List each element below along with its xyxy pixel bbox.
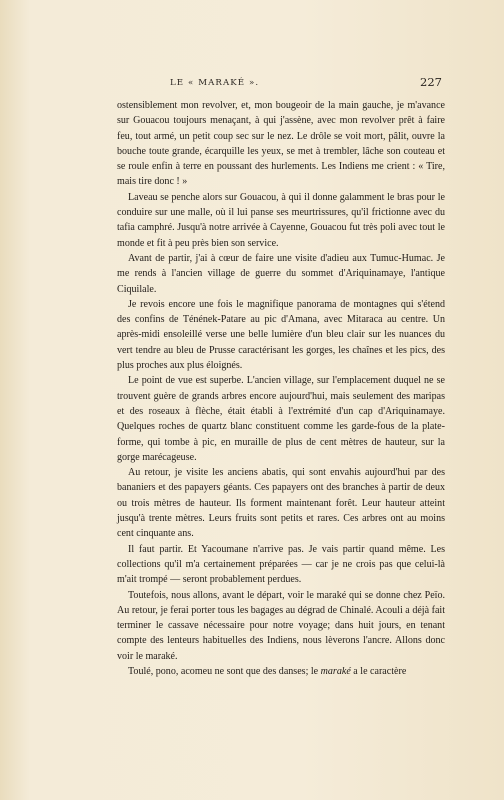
paragraph-9-end: a le caractère <box>350 665 407 677</box>
page-header <box>112 75 442 92</box>
paragraph-1: ostensiblement mon revolver, et, mon bougeoir de la main gauche, je m'avance sur Gouacou toujours menaçant, à qui j'assène, avec mon revolver prêt à faire feu, tout armé, un petit coup sec sur le nez. Le drôle se voit mort, pâlit, ouvre la bouche toute grande, écarquille les yeux, se met à trembler, lâche son couteau et se roule enfin à terre en poussant des hurlements. Les Indiens me crient : « Tire, mais tire donc ! » <box>117 100 445 188</box>
running-head: LE « MARAKÉ ». <box>170 78 260 88</box>
paragraph-6: Au retour, je visite les anciens abatis, qui sont envahis aujourd'hui par des bananiers et des papayers géants. Ces papayers ont des branches à partir de deux ou trois mètres de hauteur. Ils forment maintenant forêt. Leur hauteur atteint jusqu'à trente mètres. Leurs fruits sont petits et rares. Ces arbres ont au moins cent cinquante ans. <box>117 467 445 540</box>
paragraph-7: Il faut partir. Et Yacoumane n'arrive pas. Je vais partir quand même. Les collections qu'il m'a certainement préparées — car je ne crois pas que celui-là m'ait trompé — seront probablement perdues. <box>117 543 445 586</box>
paragraph-5: Le point de vue est superbe. L'ancien village, sur l'emplacement duquel ne se trouvent guère de grands arbres encore aujourd'hui, mais seulement des maripas et des roseaux à flèche, était établi à l'extrémité d'un cap d'Ariquinamaye. Quelques roches de quartz blanc constituent comme les garde-fous de la plate-forme, qui tombe à pic, en muraille de plus de cent mètres de hauteur, sur la gorge marécageuse. <box>117 375 445 463</box>
body-text <box>117 98 445 679</box>
paragraph-3: Avant de partir, j'ai à cœur de faire une visite d'adieu aux Tumuc-Humac. Je me rends à l'ancien village de guerre du sommet d'Ariquinamaye, l'antique Ciquilale. <box>117 252 445 295</box>
paragraph-2: Laveau se penche alors sur Gouacou, à qui il donne galamment le bras pour le conduire sur une malle, où il lui panse ses meurtrissures, qu'il frictionne avec du tafia camphré. Jusqu'à notre arrivée à Cayenne, Gouacou fut très poli avec tout le monde et fit à peu près bien son service. <box>117 191 445 249</box>
paragraph-4: Je revois encore une fois le magnifique panorama de montagnes qui s'étend des confins de Ténének-Patare au pic d'Amana, avec Mitaraca au centre. Un après-midi ensoleillé verse une belle lumière d'un bleu clair sur les nuances du vert tendre au bleu de Prusse caractérisant les gorges, les chaînes et les pics, des plus proches aux plus éloignés. <box>117 298 445 372</box>
paragraph-9-start: Toulé, pono, acomeu ne sont que des danses; le <box>128 665 321 677</box>
paragraph-8: Toutefois, nous allons, avant le départ, voir le maraké qui se donne chez Peïo. Au retour, je ferai porter tous les bagages au dégrad de Chinalé. Acouli a déjà fait terminer le cassave nécessaire pour notre voyage; dans huit jours, en tenant compte des lenteurs habituelles des Indiens, nous lèverons l'ancre. Allons donc voir le maraké. <box>117 589 445 662</box>
paragraph-9 <box>117 664 445 679</box>
page-number: 227 <box>420 75 442 89</box>
paragraph-9-emphasis: maraké <box>320 665 351 677</box>
